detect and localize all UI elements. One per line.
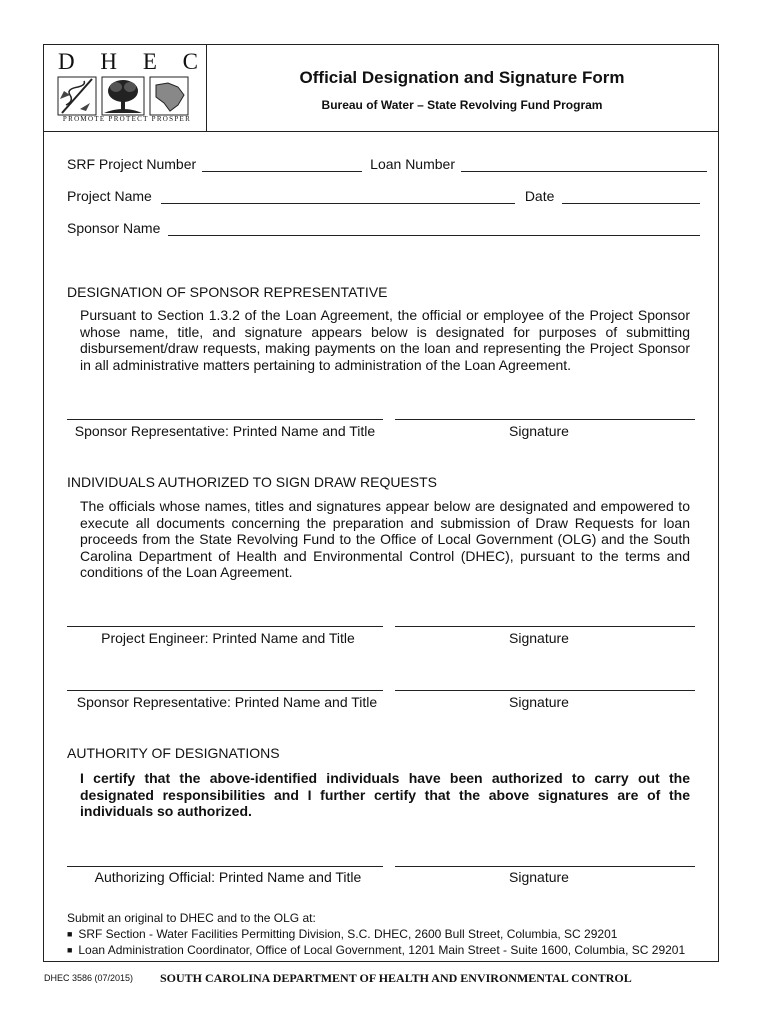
sponsor-rep-signature-line[interactable]: [395, 419, 695, 420]
sponsor-name-field[interactable]: [168, 221, 700, 236]
bullet-icon: ■: [67, 945, 73, 955]
sponsor-rep2-signature-line[interactable]: [395, 690, 695, 691]
loan-number-field[interactable]: [461, 157, 707, 172]
engineer-signature-line[interactable]: [395, 626, 695, 627]
authorizing-official-name-caption: Authorizing Official: Printed Name and Title: [94, 869, 362, 885]
loan-number-label: Loan Number: [370, 156, 455, 172]
section-heading-authority: AUTHORITY OF DESIGNATIONS: [67, 745, 280, 761]
project-name-label: Project Name: [67, 188, 152, 204]
bullet-icon: ■: [67, 929, 73, 939]
logo-tagline: PROMOTE PROTECT PROSPER: [62, 115, 192, 123]
page-title: Official Designation and Signature Form: [299, 68, 625, 87]
section-heading-designation: DESIGNATION OF SPONSOR REPRESENTATIVE: [67, 284, 388, 300]
srf-project-number-field[interactable]: [202, 157, 362, 172]
project-name-field[interactable]: [161, 189, 515, 204]
address-loan-admin: Loan Administration Coordinator, Office of Local Government, 1201 Main Street - Suite 1600, Columbia, SC 29201: [78, 943, 686, 957]
date-label: Date: [524, 188, 555, 204]
authorizing-official-signature-line[interactable]: [395, 866, 695, 867]
designation-paragraph: Pursuant to Section 1.3.2 of the Loan Agreement, the official or employee of the Project Sponsor whose name, title, and signature appears below is designated for purposes of submitting disbursement/draw requests, making payments on the loan and representing the Project Sponsor in all administrative matters pertaining to administration of the Loan Agreement.: [80, 307, 690, 373]
list-item: [67, 942, 685, 958]
submission-address-list: [67, 926, 685, 958]
srf-project-number-row: [67, 156, 707, 172]
footer-organization: SOUTH CAROLINA DEPARTMENT OF HEALTH AND ENVIRONMENTAL CONTROL: [160, 971, 632, 985]
srf-project-number-label: SRF Project Number: [67, 156, 197, 172]
dhec-logo: [44, 45, 207, 131]
logo-letter: D: [58, 49, 75, 74]
logo-letter: E: [142, 49, 157, 74]
logo-letter: H: [100, 49, 118, 74]
authorizing-official-signature-caption: Signature: [509, 869, 569, 885]
authorizing-official-name-line[interactable]: [67, 866, 383, 867]
sponsor-rep-signature-caption: Signature: [509, 423, 569, 439]
form-header: [44, 45, 718, 132]
engineer-signature-caption: Signature: [509, 630, 569, 646]
form-code: DHEC 3586 (07/2015): [44, 973, 134, 983]
submission-instructions: [67, 910, 685, 958]
authority-paragraph: I certify that the above-identified individuals have been authorized to carry out the designated responsibilities and I further certify that the above signatures are of the individuals so authorized.: [80, 770, 690, 820]
project-name-row: [67, 188, 700, 204]
list-item: [67, 926, 685, 942]
sponsor-rep2-signature-caption: Signature: [509, 694, 569, 710]
engineer-name-caption: Project Engineer: Printed Name and Title: [101, 630, 355, 646]
sponsor-rep2-name-line[interactable]: [67, 690, 383, 691]
page-subtitle: Bureau of Water – State Revolving Fund Program: [321, 98, 603, 112]
sponsor-name-label: Sponsor Name: [67, 220, 161, 236]
sponsor-rep-name-line[interactable]: [67, 419, 383, 420]
engineer-name-line[interactable]: [67, 626, 383, 627]
sponsor-rep2-name-caption: Sponsor Representative: Printed Name and Title: [76, 694, 378, 710]
sponsor-rep-name-caption: Sponsor Representative: Printed Name and Title: [74, 423, 376, 439]
submission-intro: Submit an original to DHEC and to the OLG at:: [67, 911, 316, 925]
date-field[interactable]: [562, 189, 700, 204]
address-srf-section: SRF Section - Water Facilities Permitting Division, S.C. DHEC, 2600 Bull Street, Columbia, SC 29201: [78, 927, 618, 941]
authorized-paragraph: The officials whose names, titles and signatures appear below are designated and empowered to execute all documents concerning the preparation and submission of Draw Requests for loan proceeds from the State Revolving Fund to the Office of Local Government (OLG) and the South Carolina Department of Health and Environmental Control (DHEC), pursuant to the terms and conditions of the Loan Agreement.: [80, 498, 690, 581]
logo-letter: C: [182, 49, 198, 74]
section-heading-authorized: INDIVIDUALS AUTHORIZED TO SIGN DRAW REQUESTS: [67, 474, 438, 490]
logo-letters: [58, 49, 198, 75]
sponsor-name-row: [67, 220, 700, 236]
